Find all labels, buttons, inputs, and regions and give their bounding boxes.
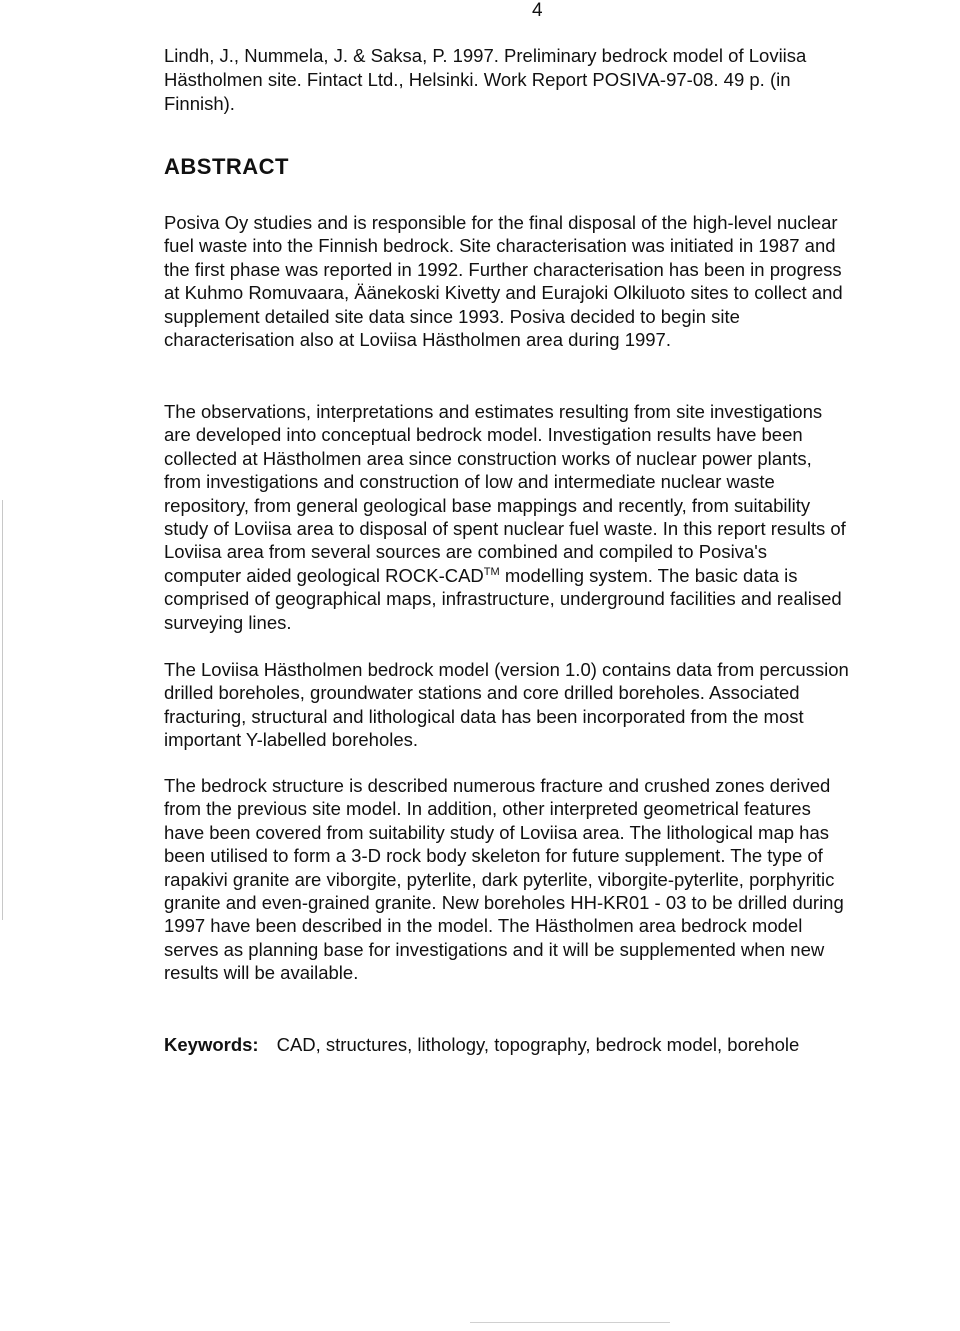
keywords-line (164, 1033, 799, 1057)
keywords-label: Keywords: (164, 1034, 259, 1055)
trademark-mark: TM (483, 565, 500, 578)
abstract-paragraph-4: The bedrock structure is described numerous fracture and crushed zones derived from the previous site model. In addition, other interpreted geometrical features have been covered from suitability study of Loviisa area. The lithological map has been utilised to form a 3-D rock body skeleton for future supplement. The type of rapakivi granite are viborgite, pyterlite, dark pyterlite, viborgite-pyterlite, porphyritic granite and even-grained granite. New boreholes HH-KR01 - 03 to be drilled during 1997 have been described in the model. The Hästholmen area bedrock model serves as planning base for investigations and it will be supplemented when new results will be available. (164, 775, 844, 984)
abstract-heading: ABSTRACT (164, 154, 289, 179)
abstract-paragraph-3: The Loviisa Hästholmen bedrock model (version 1.0) contains data from percussion drilled boreholes, groundwater stations and core drilled boreholes. Associated fracturing, structural and lithological data has been incorporated from the most important Y-labelled boreholes. (164, 659, 849, 751)
abstract-paragraph-2-main: The observations, interpretations and estimates resulting from site investigations are developed into conceptual bedrock model. Investigation results have been collected at Hästholmen area since construction works of nuclear power plants, from investigations and construction of low and intermediate nuclear waste repository, from general geological base mappings and recently, from suitability study of Loviisa area to disposal of spent nuclear fuel waste. In this report results of Loviisa area from several sources are combined and compiled to Posiva's computer aided geological ROCK-CAD (164, 401, 846, 586)
abstract-paragraph-2 (164, 400, 849, 634)
scan-bottom-line (470, 1322, 670, 1323)
citation: Lindh, J., Nummela, J. & Saksa, P. 1997. Preliminary bedrock model of Loviisa Hästholmen site. Fintact Ltd., Helsinki. Work Report POSIVA-97-08. 49 p. (in Finnish). (164, 45, 807, 114)
abstract-paragraph-2-tail: modelling system. The basic data is comprised of geographical maps, infrastructure, underground facilities and realised surveying lines. (164, 564, 842, 633)
keywords-value: CAD, structures, lithology, topography, bedrock model, borehole (276, 1034, 800, 1055)
page-number: 4 (532, 0, 543, 21)
abstract-paragraph-1: Posiva Oy studies and is responsible for the final disposal of the high-level nuclear fuel waste into the Finnish bedrock. Site characterisation was initiated in 1987 and the first phase was reported in 1992. Further characterisation has been in progress at Kuhmo Romuvaara, Äänekoski Kivetty and Eurajoki Olkiluoto sites to collect and supplement detailed site data since 1993. Posiva decided to begin site characterisation also at Loviisa Hästholmen area during 1997. (164, 212, 843, 351)
scan-edge-line (2, 500, 3, 920)
